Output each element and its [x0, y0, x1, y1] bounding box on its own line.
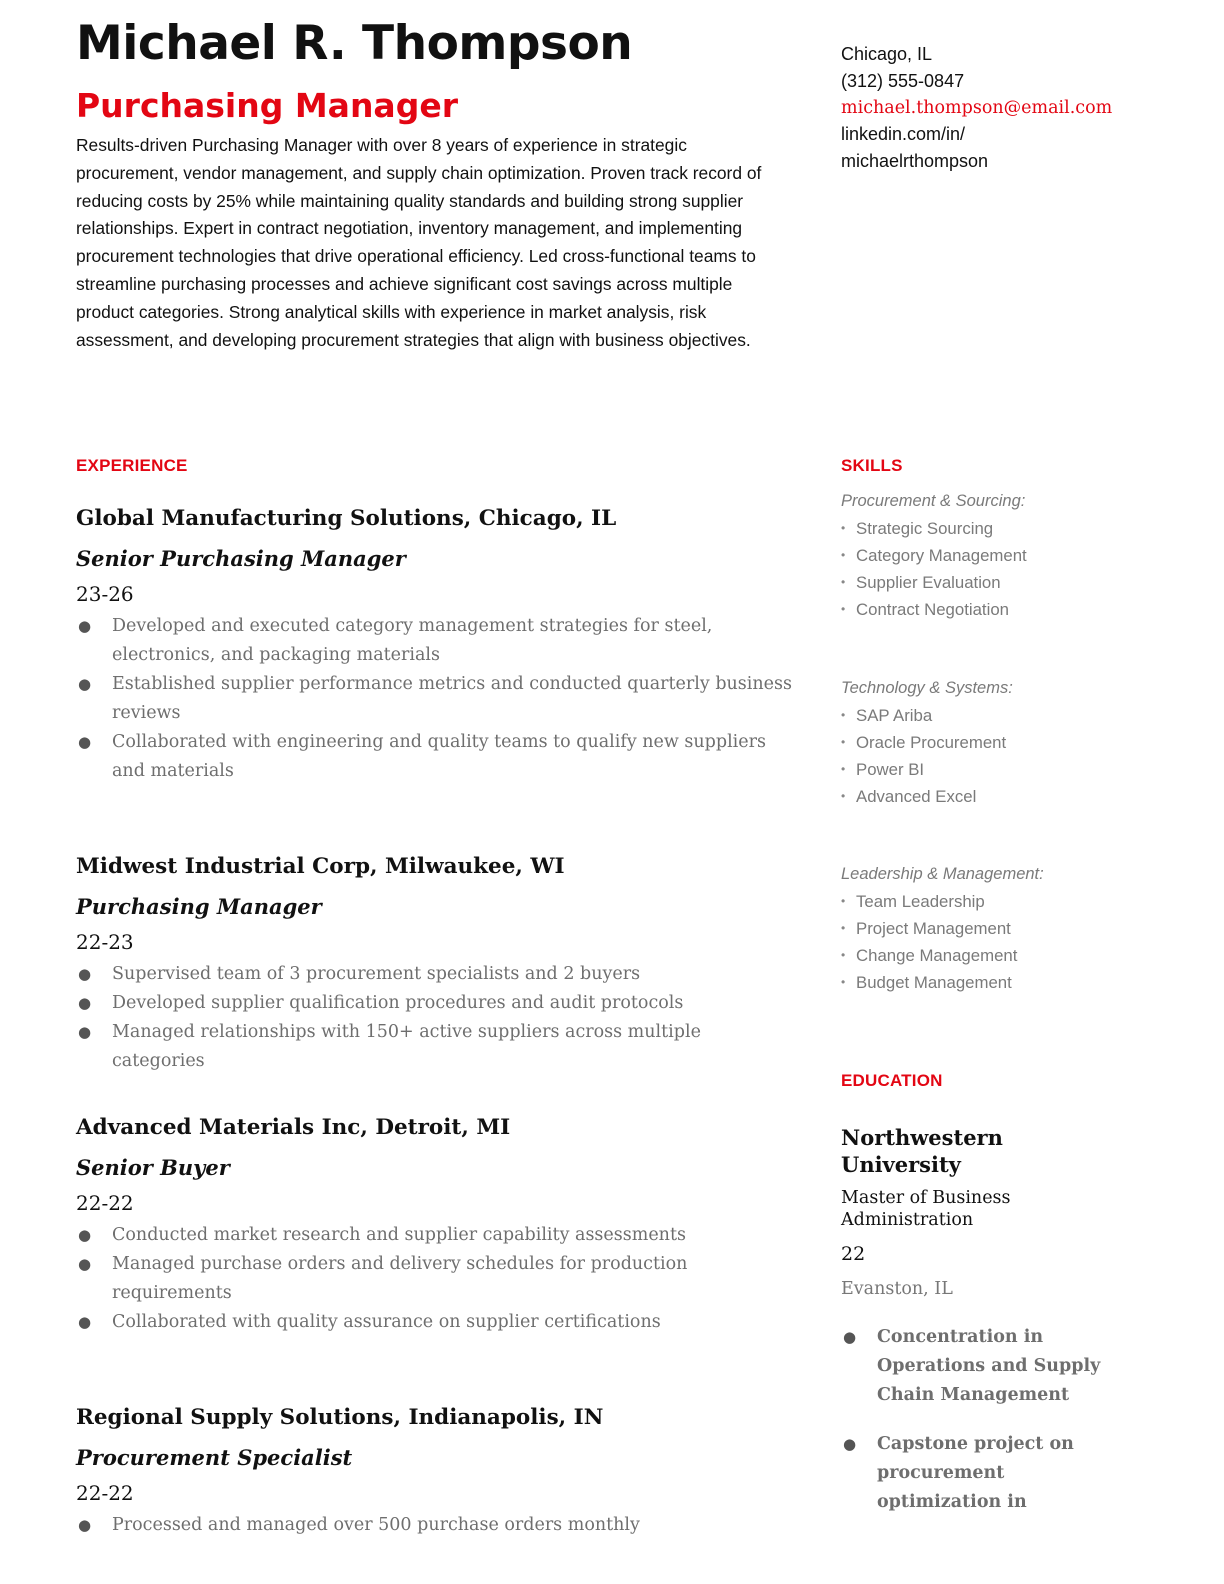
- skill-item: [841, 515, 1111, 542]
- contact-linkedin[interactable]: linkedin.com/in/ michaelrthompson: [841, 124, 989, 171]
- job-company: Global Manufacturing Solutions, Chicago, IL: [76, 506, 617, 531]
- job-bullet: [76, 989, 796, 1018]
- skill-items: [841, 515, 1111, 623]
- education-bullet-text: Concentration in Operations and Supply Chain Management: [877, 1327, 1101, 1405]
- bullet-icon: •: [841, 521, 846, 535]
- bullet-icon: •: [841, 921, 846, 935]
- bullet-icon: •: [841, 602, 846, 616]
- skill-item-label: Project Management: [856, 919, 1011, 938]
- skill-item: [841, 942, 1111, 969]
- bullet-icon: •: [841, 789, 846, 803]
- bullet-icon: ●: [78, 1255, 92, 1273]
- skill-item-label: SAP Ariba: [856, 706, 933, 725]
- job-bullet-text: Managed purchase orders and delivery schedules for production requirements: [112, 1254, 688, 1303]
- skill-group: [841, 488, 1111, 623]
- education-entry: [841, 1124, 1116, 1537]
- education-bullet: [841, 1323, 1116, 1410]
- job-entry: [76, 1403, 796, 1540]
- bullet-icon: ●: [78, 733, 92, 751]
- skill-item-label: Budget Management: [856, 973, 1012, 992]
- job-entry: [76, 852, 796, 1076]
- education-school: Northwestern University: [841, 1125, 1003, 1177]
- bullet-icon: ●: [78, 1023, 92, 1041]
- job-company: Midwest Industrial Corp, Milwaukee, WI: [76, 854, 565, 879]
- bullet-icon: ●: [78, 1313, 92, 1331]
- skill-item-label: Strategic Sourcing: [856, 519, 994, 538]
- job-bullet-text: Developed and executed category management strategies for steel, electronics, and packaging materials: [112, 616, 713, 665]
- job-entry: [76, 1113, 796, 1337]
- job-bullet-text: Developed supplier qualification procedures and audit protocols: [112, 993, 684, 1013]
- bullet-icon: •: [841, 735, 846, 749]
- skill-items: [841, 888, 1111, 996]
- skill-item: [841, 702, 1111, 729]
- bullet-icon: ●: [78, 965, 92, 983]
- bullet-icon: ●: [78, 1226, 92, 1244]
- job-bullet-text: Collaborated with engineering and quality teams to qualify new suppliers and materials: [112, 732, 766, 781]
- job-company: Regional Supply Solutions, Indianapolis, IN: [76, 1405, 604, 1430]
- job-role: Senior Purchasing Manager: [76, 546, 406, 571]
- job-role: Purchasing Manager: [76, 894, 322, 919]
- job-bullet: [76, 1018, 796, 1076]
- candidate-name: Michael R. Thompson: [76, 16, 633, 71]
- education-bullet: [841, 1430, 1116, 1517]
- skill-items: [841, 702, 1111, 810]
- job-company: Advanced Materials Inc, Detroit, MI: [76, 1115, 511, 1140]
- job-bullet-text: Processed and managed over 500 purchase orders monthly: [112, 1515, 640, 1535]
- bullet-icon: •: [841, 708, 846, 722]
- bullet-icon: ●: [78, 617, 92, 635]
- job-dates: 22-22: [76, 1191, 134, 1215]
- skill-item: [841, 596, 1111, 623]
- bullet-icon: ●: [843, 1328, 857, 1346]
- job-bullet: [76, 1250, 796, 1308]
- job-bullet-list: [76, 1221, 796, 1337]
- education-heading: EDUCATION: [841, 1071, 943, 1090]
- job-dates: 23-26: [76, 582, 134, 606]
- job-dates: 22-22: [76, 1481, 134, 1505]
- skill-category: Leadership & Management:: [841, 865, 1044, 883]
- skill-item-label: Change Management: [856, 946, 1018, 965]
- skill-category: Technology & Systems:: [841, 679, 1013, 697]
- skill-category: Procurement & Sourcing:: [841, 492, 1026, 510]
- education-location: Evanston, IL: [841, 1279, 953, 1299]
- bullet-icon: ●: [78, 1516, 92, 1534]
- bullet-icon: •: [841, 575, 846, 589]
- skill-item-label: Team Leadership: [856, 892, 985, 911]
- experience-heading: EXPERIENCE: [76, 456, 188, 475]
- job-title: Purchasing Manager: [76, 86, 458, 125]
- education-bullet-text: Capstone project on procurement optimization in: [877, 1434, 1074, 1512]
- bullet-icon: ●: [843, 1435, 857, 1453]
- job-bullet: [76, 670, 796, 728]
- skill-item: [841, 969, 1111, 996]
- contact-block: [841, 41, 1113, 175]
- job-bullet-list: [76, 960, 796, 1076]
- job-dates: 22-23: [76, 930, 134, 954]
- job-role: Senior Buyer: [76, 1155, 230, 1180]
- bullet-icon: •: [841, 762, 846, 776]
- professional-summary: Results-driven Purchasing Manager with over 8 years of experience in strategic procurement, vendor management, and supply chain optimization. Proven track record of reducing costs by 25% while maintaining quality standards and building strong supplier relationships. Expert in contract negotiation, inventory management, and implementing procurement technologies that drive operational efficiency. Led cross-functional teams to streamline purchasing processes and achieve significant cost savings across multiple product categories. Strong analytical skills with experience in market analysis, risk assessment, and developing procurement strategies that align with business objectives.: [76, 135, 762, 350]
- job-bullet: [76, 960, 796, 989]
- skill-item: [841, 915, 1111, 942]
- bullet-icon: •: [841, 975, 846, 989]
- skill-item: [841, 888, 1111, 915]
- skill-item: [841, 783, 1111, 810]
- skill-group: [841, 675, 1111, 810]
- skill-item-label: Advanced Excel: [856, 787, 977, 806]
- bullet-icon: ●: [78, 994, 92, 1012]
- skill-item-label: Category Management: [856, 546, 1027, 565]
- skill-item-label: Oracle Procurement: [856, 733, 1007, 752]
- bullet-icon: ●: [78, 675, 92, 693]
- job-role: Procurement Specialist: [76, 1445, 353, 1470]
- bullet-icon: •: [841, 894, 846, 908]
- job-entry: [76, 504, 796, 786]
- job-bullet-text: Managed relationships with 150+ active suppliers across multiple categories: [112, 1022, 701, 1071]
- skill-item: [841, 569, 1111, 596]
- job-bullet-text: Supervised team of 3 procurement specialists and 2 buyers: [112, 964, 641, 984]
- skills-heading: SKILLS: [841, 456, 903, 475]
- education-degree: Master of Business Administration: [841, 1188, 1011, 1230]
- bullet-icon: •: [841, 948, 846, 962]
- education-year: 22: [841, 1243, 866, 1265]
- job-bullet-text: Collaborated with quality assurance on supplier certifications: [112, 1312, 661, 1332]
- job-bullet-list: [76, 612, 796, 786]
- skill-item: [841, 729, 1111, 756]
- skill-item: [841, 542, 1111, 569]
- contact-phone: (312) 555-0847: [841, 71, 965, 91]
- contact-location: Chicago, IL: [841, 44, 933, 64]
- job-bullet: [76, 1308, 796, 1337]
- skill-group: [841, 861, 1111, 996]
- contact-email[interactable]: michael.thompson@email.com: [841, 98, 1113, 118]
- job-bullet-text: Conducted market research and supplier capability assessments: [112, 1225, 686, 1245]
- job-bullet-list: [76, 1511, 796, 1540]
- job-bullet: [76, 728, 796, 786]
- job-bullet: [76, 1511, 796, 1540]
- job-bullet-text: Established supplier performance metrics and conducted quarterly business reviews: [112, 674, 792, 723]
- skill-item-label: Power BI: [856, 760, 925, 779]
- bullet-icon: •: [841, 548, 846, 562]
- education-bullets: [841, 1323, 1116, 1517]
- skill-item-label: Supplier Evaluation: [856, 573, 1001, 592]
- job-bullet: [76, 612, 796, 670]
- job-bullet: [76, 1221, 796, 1250]
- skill-item: [841, 756, 1111, 783]
- skill-item-label: Contract Negotiation: [856, 600, 1009, 619]
